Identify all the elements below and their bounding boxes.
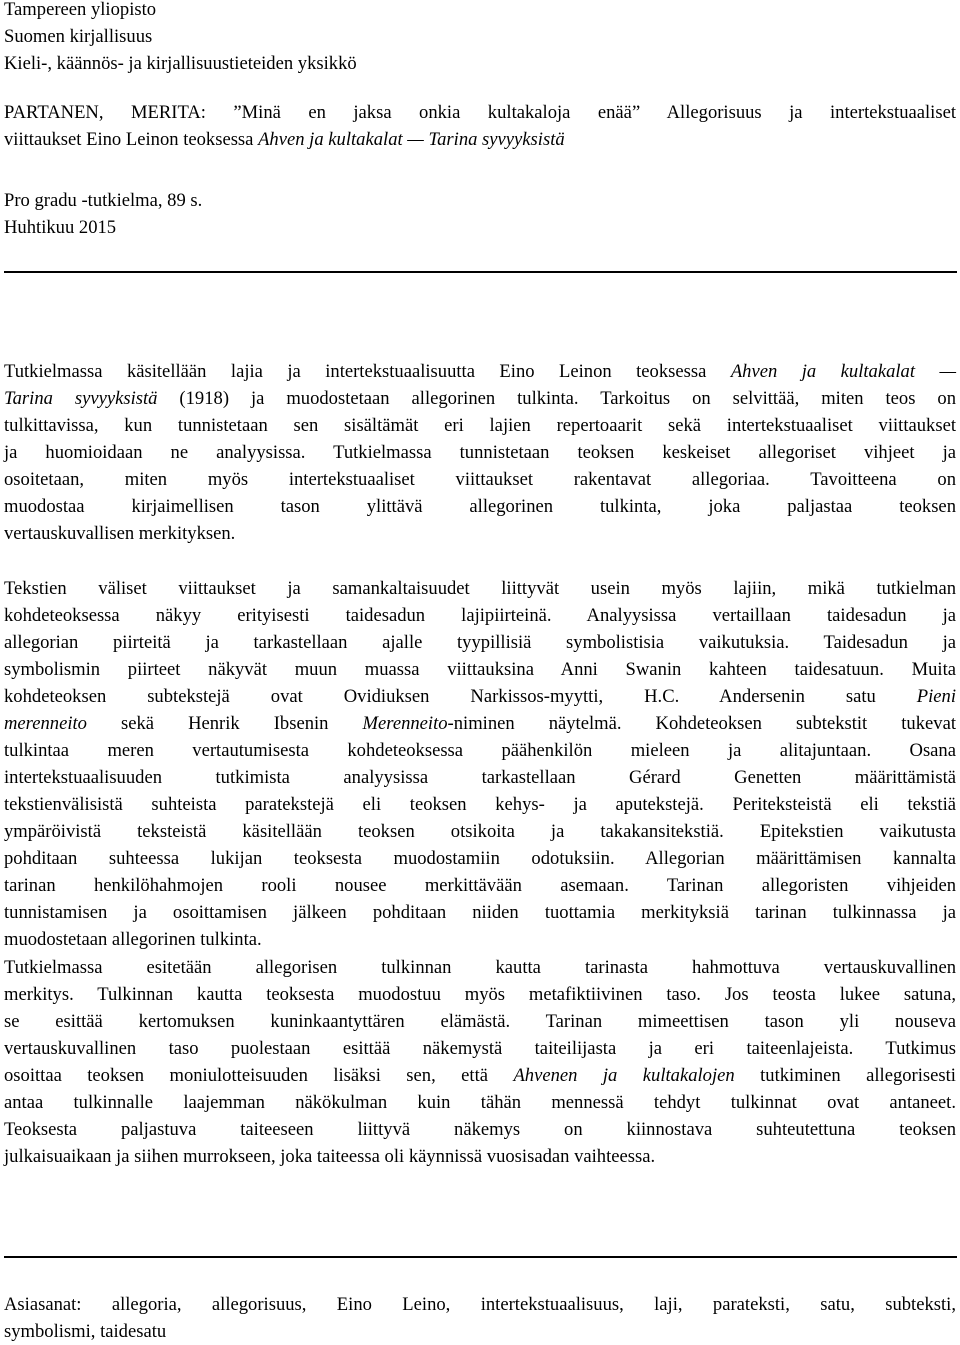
body-text: se esittää kertomuksen kuninkaantyttären elämästä. Tarinan mimeettisen tason yli nouseva — [4, 1011, 956, 1032]
body-text: (1918) ja muodostetaan allegorinen tulkinta. Tarkoitus on selvittää, miten teos on — [157, 388, 956, 409]
paragraph-line — [4, 683, 956, 710]
body-text: vertauskuvallinen taso puolestaan esittää näkemystä taiteilijasta ja eri taiteenlajeista. Tutkimus — [4, 1038, 956, 1059]
abstract-paragraph-1 — [4, 358, 956, 547]
paragraph-line — [4, 737, 956, 764]
body-text: osoittaa teoksen moniulotteisuuden lisäksi sen, että — [4, 1065, 514, 1086]
italic-title-text: Ahvenen ja kultakalojen — [513, 1065, 735, 1086]
italic-title-text: Merenneito — [362, 713, 448, 734]
body-text: Tutkielmassa käsitellään lajia ja intertekstuaalisuutta Eino Leinon teoksessa — [4, 361, 731, 382]
body-text: julkaisuaikaan ja siihen murrokseen, joka taiteessa oli käynnissä vuosisadan vaihteessa. — [4, 1146, 656, 1167]
body-text: vertauskuvallisen merkityksen. — [4, 523, 236, 544]
paragraph-line — [4, 954, 956, 981]
body-text: Tekstien väliset viittaukset ja samankaltaisuudet liittyvät usein myös lajiin, mikä tutkielman — [4, 578, 956, 599]
paragraph-line — [4, 575, 956, 602]
paragraph-line — [4, 412, 956, 439]
paragraph-line — [4, 981, 956, 1008]
keywords-line-1: Asiasanat: allegoria, allegorisuus, Eino Leino, intertekstuaalisuus, laji, parateksti, satu, subteksti, — [4, 1294, 956, 1315]
body-text: merkitys. Tulkinnan kautta teoksesta muodostuu myös metafiktiivinen taso. Jos teosta lukee satuna, — [4, 984, 956, 1005]
subject-name: Suomen kirjallisuus — [4, 26, 153, 47]
paragraph-line — [4, 899, 956, 926]
paragraph-line — [4, 1089, 956, 1116]
body-text: sekä Henrik Ibsenin — [86, 713, 363, 734]
thesis-meta — [4, 187, 202, 241]
university-name: Tampereen yliopisto — [4, 0, 157, 20]
body-text: kohdeteoksessa näkyy erityisesti taidesadun lajipiirteinä. Analyysissa vertaillaan taidesadun ja — [4, 605, 956, 626]
keywords-block — [4, 1291, 956, 1345]
body-text: ja huomioidaan ne analyysissa. Tutkielmassa tunnistetaan teoksen keskeiset allegoriset vihjeet ja — [4, 442, 956, 463]
italic-title-text: Pieni — [916, 686, 956, 707]
body-text: tulkintaa meren vertautumisesta kohdeteoksessa päähenkilön mieleen ja alitajuntaan. Osana — [4, 740, 956, 761]
thesis-title — [4, 99, 956, 153]
body-text: symbolismin piirteet näkyvät muun muassa viittauksina Anni Swanin kahteen taidesatuun. Muita — [4, 659, 956, 680]
body-text: tarinan henkilöhahmojen rooli nousee merkittävään asemaan. Tarinan allegoristen vihjeiden — [4, 875, 956, 896]
abstract-paragraph-3 — [4, 954, 956, 1170]
body-text: tutkiminen allegorisesti — [734, 1065, 956, 1086]
thesis-title-line-1: PARTANEN, MERITA: ”Minä en jaksa onkia kultakaloja enää” Allegorisuus ja intertekstuaaliset — [4, 102, 956, 123]
paragraph-line — [4, 1062, 956, 1089]
paragraph-line — [4, 629, 956, 656]
keywords-line-2: symbolismi, taidesatu — [4, 1321, 167, 1342]
thesis-date: Huhtikuu 2015 — [4, 217, 117, 238]
abstract-paragraph-2 — [4, 575, 956, 953]
paragraph-line — [4, 1116, 956, 1143]
body-text: -niminen näytelmä. Kohdeteoksen subtekstit tukevat — [447, 713, 956, 734]
paragraph-line — [4, 764, 956, 791]
body-text: antaa tulkinnalle laajemman näkökulman kuin tähän mennessä tehdyt tulkinnat ovat antaneet. — [4, 1092, 956, 1113]
body-text: tekstienvälisistä suhteista paratekstejä eli teoksen kehys- ja aputekstejä. Periteksteistä eli tekstiä — [4, 794, 956, 815]
body-text: kohdeteoksen subtekstejä ovat Ovidiuksen Narkissos-myytti, H.C. Andersenin satu — [4, 686, 917, 707]
paragraph-line — [4, 1008, 956, 1035]
paragraph-line — [4, 845, 956, 872]
paragraph-line — [4, 710, 956, 737]
paragraph-line — [4, 1143, 956, 1170]
paragraph-line — [4, 466, 956, 493]
body-text: tunnistamisen ja osoittamisen jälkeen pohditaan niiden tuottamia merkityksiä tarinan tulkinnassa ja — [4, 902, 956, 923]
thesis-title-line-2-italic: Ahven ja kultakalat — Tarina syvyyksistä — [258, 129, 565, 150]
paragraph-line — [4, 872, 956, 899]
italic-title-text: merenneito — [4, 713, 87, 734]
thesis-type: Pro gradu -tutkielma, 89 s. — [4, 190, 203, 211]
paragraph-line — [4, 926, 956, 953]
body-text: Tutkielmassa esitetään allegorisen tulkinnan kautta tarinasta hahmottuva vertauskuvallinen — [4, 957, 956, 978]
paragraph-line — [4, 493, 956, 520]
italic-title-text: Tarina syvyyksistä — [4, 388, 158, 409]
body-text: Teoksesta paljastuva taiteeseen liittyvä näkemys on kiinnostava suhteutettuna teoksen — [4, 1119, 956, 1140]
body-text: allegorian piirteitä ja tarkastellaan ajalle tyypillisiä symbolistisia vaikutuksia. Taidesadun ja — [4, 632, 956, 653]
unit-name: Kieli-, käännös- ja kirjallisuustieteiden yksikkö — [4, 53, 357, 74]
paragraph-line — [4, 1035, 956, 1062]
paragraph-line — [4, 656, 956, 683]
body-text: ympäröivistä teksteistä käsitellään teoksen otsikoita ja takakansitekstiä. Epitekstien vaikutusta — [4, 821, 956, 842]
paragraph-line — [4, 602, 956, 629]
paragraph-line — [4, 520, 956, 547]
body-text: pohditaan suhteessa lukijan teoksesta muodostamiin odotuksiin. Allegorian määrittämisen kannalta — [4, 848, 956, 869]
body-text: muodostetaan allegorinen tulkinta. — [4, 929, 262, 950]
italic-title-text: Ahven ja kultakalat — — [730, 361, 956, 382]
body-text: muodostaa kirjaimellisen tason ylittävä allegorinen tulkinta, joka paljastaa teoksen — [4, 496, 956, 517]
paragraph-line — [4, 818, 956, 845]
body-text: intertekstuaalisuuden tutkimista analyysissa tarkastellaan Gérard Genetten määrittämistä — [4, 767, 956, 788]
institution-block — [4, 0, 357, 77]
paragraph-line — [4, 385, 956, 412]
paragraph-line — [4, 358, 956, 385]
thesis-title-line-2 — [4, 126, 956, 153]
body-text: tulkittavissa, kun tunnistetaan sen sisältämät eri lajien repertoaarit sekä intertekstuaaliset viittaukset — [4, 415, 956, 436]
paragraph-line — [4, 439, 956, 466]
body-text: osoitetaan, miten myös intertekstuaaliset viittaukset rakentavat allegoriaa. Tavoitteena on — [4, 469, 956, 490]
thesis-title-line-2-plain: viittaukset Eino Leinon teoksessa — [4, 129, 259, 150]
paragraph-line — [4, 791, 956, 818]
horizontal-rule-top — [4, 271, 957, 273]
horizontal-rule-bottom — [4, 1256, 957, 1258]
